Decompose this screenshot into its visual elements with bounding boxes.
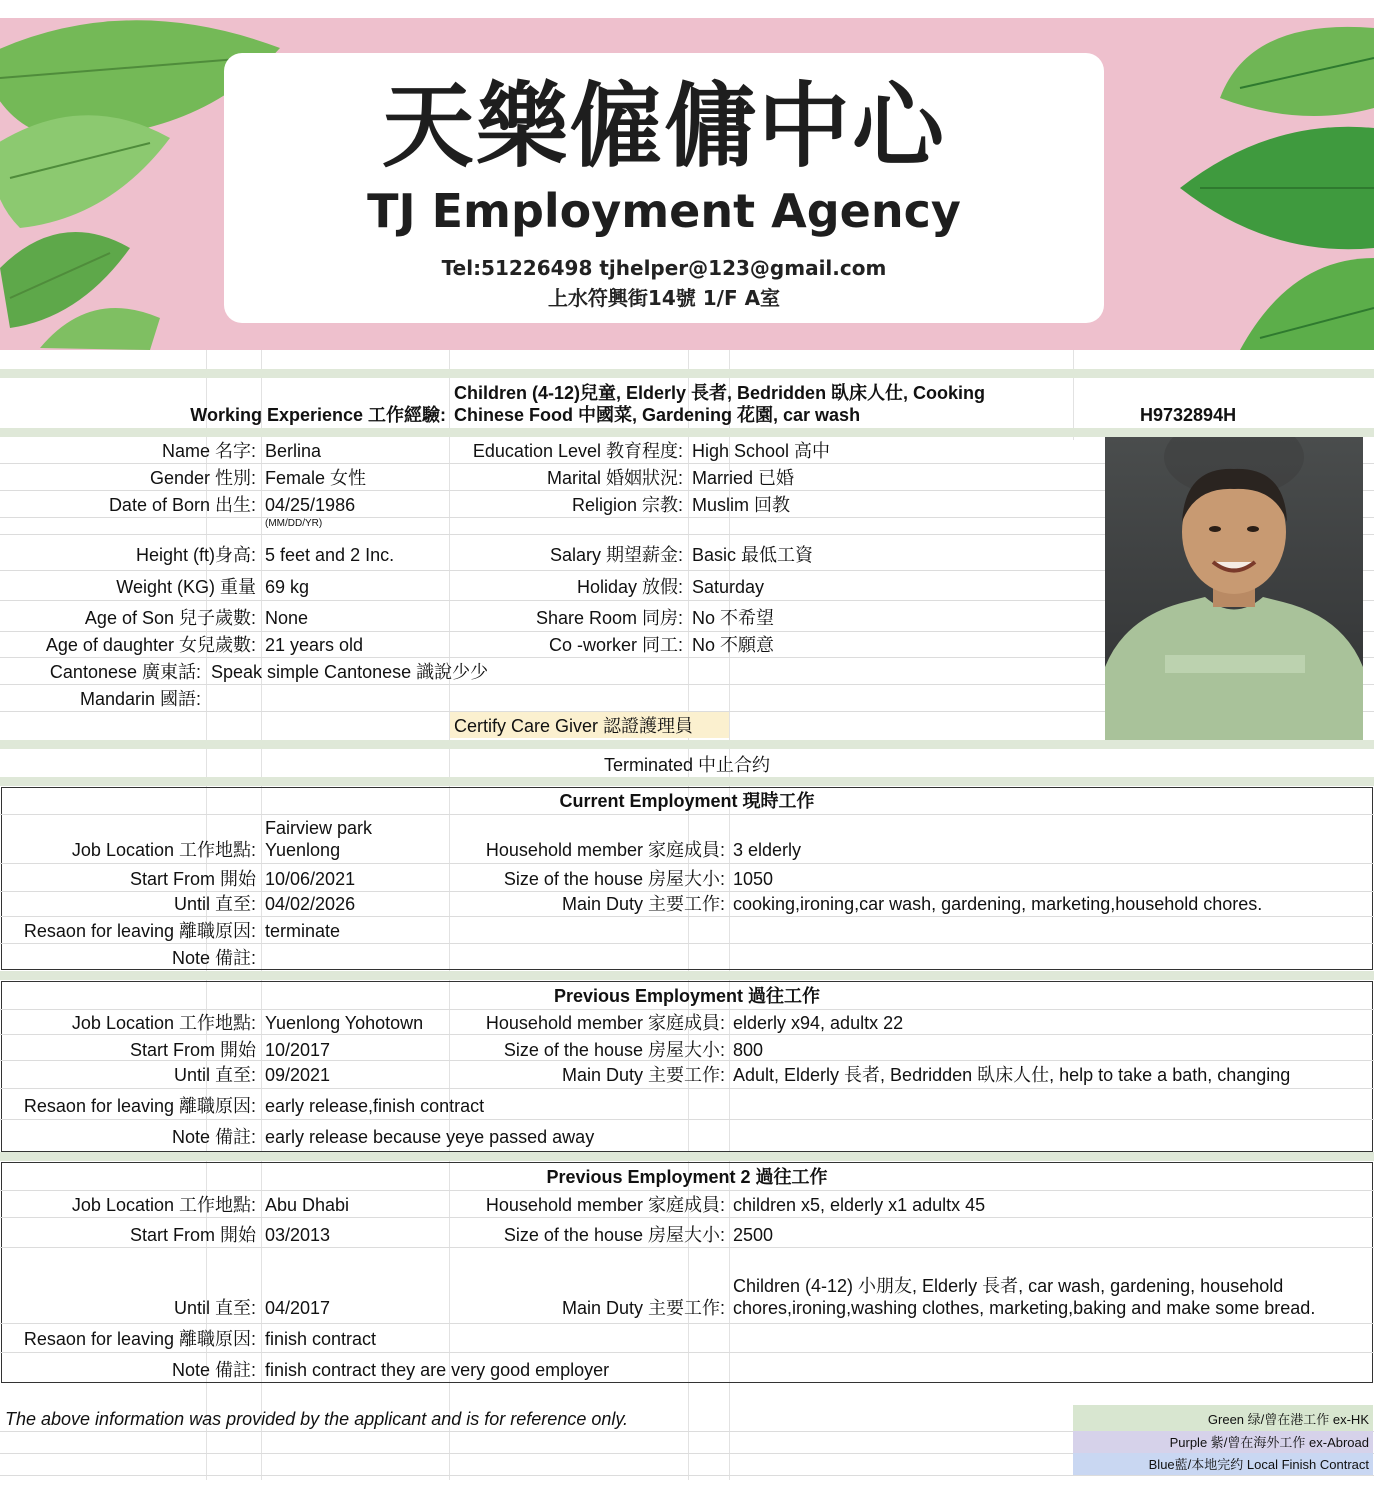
previous-reason-value: early release,finish contract	[265, 1096, 485, 1116]
name-value: Berlina	[265, 441, 322, 461]
previous-note-label: Note 備註:	[171, 1127, 256, 1147]
previous-start-value: 10/2017	[265, 1040, 331, 1060]
previous-duty-value: Adult, Elderly 長者, Bedridden 臥床人仕, help to take a bath, changing	[733, 1065, 1291, 1085]
helper-id-code: H9732894H	[1140, 405, 1237, 425]
legend-blue	[1073, 1453, 1373, 1475]
current-start-value: 10/06/2021	[265, 869, 356, 889]
coworker-value: No 不願意	[692, 635, 775, 655]
legend-green	[1073, 1405, 1373, 1431]
previous-size-value: 800	[733, 1040, 764, 1060]
row-divider	[0, 891, 1374, 892]
previous2-household-label: Household member 家庭成員:	[485, 1195, 725, 1215]
mandarin-label: Mandarin 國語:	[79, 689, 201, 709]
agency-banner	[0, 18, 1374, 350]
current-location-line-1: Fairview park	[265, 818, 373, 838]
weight-value: 69 kg	[265, 577, 310, 597]
disclaimer-text: The above information was provided by the applicant and is for reference only.	[5, 1409, 629, 1429]
agency-contact: Tel:51226498 tjhelper@123@gmail.com	[441, 256, 887, 280]
holiday-label: Holiday 放假:	[576, 577, 683, 597]
current-size-value: 1050	[733, 869, 774, 889]
salary-value: Basic 最低工資	[692, 545, 814, 565]
weight-label: Weight (KG) 重量	[116, 577, 256, 597]
section-band	[0, 971, 1374, 980]
education-label: Education Level 教育程度:	[472, 441, 683, 461]
certificate-badge: Certify Care Giver 認證護理員	[454, 716, 694, 736]
marital-value: Married 已婚	[692, 468, 795, 488]
current-location-label: Job Location 工作地點:	[71, 840, 256, 860]
current-size-label: Size of the house 房屋大小:	[503, 869, 725, 889]
legend-green-label: Green 绿/曾在港工作 ex-HK	[1207, 1412, 1369, 1427]
agency-address: 上水符興街14號 1/F A室	[547, 286, 781, 310]
row-divider	[0, 1475, 1374, 1476]
previous-duty-label: Main Duty 主要工作:	[561, 1065, 725, 1085]
current-until-label: Until 直至:	[173, 894, 256, 914]
coworker-label: Co -worker 同工:	[548, 635, 683, 655]
previous2-note-value: finish contract they are very good employer	[265, 1360, 610, 1380]
dob-format-hint: (MM/DD/YR)	[265, 518, 323, 529]
daughter-age-value: 21 years old	[265, 635, 364, 655]
previous2-reason-label: Resaon for leaving 離職原因:	[23, 1329, 256, 1349]
row-divider	[0, 1247, 1374, 1248]
previous2-duty-label: Main Duty 主要工作:	[561, 1298, 725, 1318]
agency-name-english: TJ Employment Agency	[367, 184, 961, 238]
leaf-decoration-right	[1150, 18, 1374, 350]
row-divider	[0, 1009, 1374, 1010]
row-divider	[0, 943, 1374, 944]
dob-label: Date of Born 出生:	[108, 495, 256, 515]
current-employment-title: Current Employment 現時工作	[559, 791, 815, 811]
current-household-value: 3 elderly	[733, 840, 802, 860]
holiday-value: Saturday	[692, 577, 765, 597]
section-band	[0, 740, 1374, 749]
current-until-value: 04/02/2026	[265, 894, 356, 914]
column-guide	[1073, 350, 1074, 440]
daughter-age-label: Age of daughter 女兒歲數:	[45, 635, 256, 655]
applicant-photo	[1105, 437, 1363, 740]
legend-purple-label: Purple 紫/曾在海外工作 ex-Abroad	[1169, 1435, 1369, 1450]
row-divider	[0, 1088, 1374, 1089]
share-room-value: No 不希望	[692, 608, 775, 628]
previous-size-label: Size of the house 房屋大小:	[503, 1040, 725, 1060]
previous-household-value: elderly x94, adultx 22	[733, 1013, 904, 1033]
current-reason-label: Resaon for leaving 離職原因:	[23, 921, 256, 941]
section-band	[0, 1152, 1374, 1161]
previous2-until-label: Until 直至:	[173, 1298, 256, 1318]
current-household-label: Household member 家庭成員:	[485, 840, 725, 860]
row-divider	[0, 1323, 1374, 1324]
previous2-duty-line-2: chores,ironing,washing clothes, marketing,baking and make some bread.	[733, 1298, 1316, 1318]
row-divider	[0, 1352, 1374, 1353]
section-band	[0, 428, 1374, 437]
applicant-photo-illustration	[1105, 437, 1363, 740]
previous2-size-label: Size of the house 房屋大小:	[503, 1225, 725, 1245]
previous-location-value: Yuenlong Yohotown	[265, 1013, 424, 1033]
current-location-line-2: Yuenlong	[265, 840, 341, 860]
legend-blue-label: Blue藍/本地完约 Local Finish Contract	[1148, 1457, 1369, 1472]
row-divider	[0, 863, 1374, 864]
legend-purple	[1073, 1431, 1373, 1453]
employment-status: Terminated 中止合约	[603, 755, 771, 775]
experience-line-1: Children (4-12)兒童, Elderly 長者, Bedridden 臥床人仕, Cooking	[454, 383, 986, 403]
gender-value: Female 女性	[265, 468, 367, 488]
previous2-reason-value: finish contract	[265, 1329, 377, 1349]
dob-value: 04/25/1986	[265, 495, 356, 515]
previous2-start-value: 03/2013	[265, 1225, 331, 1245]
height-value: 5 feet and 2 Inc.	[265, 545, 395, 565]
section-band	[0, 369, 1374, 378]
previous2-household-value: children x5, elderly x1 adultx 45	[733, 1195, 986, 1215]
agency-title-box	[224, 53, 1104, 323]
religion-value: Muslim 回教	[692, 495, 790, 515]
previous2-location-value: Abu Dhabi	[265, 1195, 350, 1215]
son-age-value: None	[265, 608, 309, 628]
row-divider	[0, 1190, 1374, 1191]
agency-name-chinese: 天樂僱傭中心	[381, 73, 946, 180]
previous-until-label: Until 直至:	[173, 1065, 256, 1085]
row-divider	[0, 1217, 1374, 1218]
previous-until-value: 09/2021	[265, 1065, 331, 1085]
current-note-label: Note 備註:	[171, 948, 256, 968]
row-divider	[0, 916, 1374, 917]
cantonese-label: Cantonese 廣東話:	[49, 662, 201, 682]
row-divider	[0, 1119, 1374, 1120]
salary-label: Salary 期望薪金:	[549, 545, 683, 565]
current-start-label: Start From 開始	[129, 869, 256, 889]
experience-line-2: Chinese Food 中國菜, Gardening 花園, car wash	[454, 405, 861, 425]
previous-start-label: Start From 開始	[129, 1040, 256, 1060]
religion-label: Religion 宗教:	[571, 495, 683, 515]
previous2-duty-line-1: Children (4-12) 小朋友, Elderly 長者, car wash, gardening, household	[733, 1276, 1284, 1296]
previous2-note-label: Note 備註:	[171, 1360, 256, 1380]
previous2-location-label: Job Location 工作地點:	[71, 1195, 256, 1215]
son-age-label: Age of Son 兒子歲數:	[84, 608, 256, 628]
gender-label: Gender 性別:	[149, 468, 256, 488]
previous-employment-title: Previous Employment 過往工作	[553, 986, 821, 1006]
row-divider	[0, 814, 1374, 815]
previous-employment-2-title: Previous Employment 2 過往工作	[546, 1167, 828, 1187]
current-reason-value: terminate	[265, 921, 341, 941]
previous2-start-label: Start From 開始	[129, 1225, 256, 1245]
name-label: Name 名字:	[161, 441, 256, 461]
current-duty-value: cooking,ironing,car wash, gardening, marketing,household chores.	[733, 894, 1263, 914]
cantonese-value: Speak simple Cantonese 識說少少	[211, 662, 489, 682]
previous2-size-value: 2500	[733, 1225, 774, 1245]
experience-label: Working Experience 工作經驗:	[190, 405, 446, 425]
current-duty-label: Main Duty 主要工作:	[561, 894, 725, 914]
previous-note-value: early release because yeye passed away	[265, 1127, 595, 1147]
row-divider	[0, 1034, 1374, 1035]
previous-household-label: Household member 家庭成員:	[485, 1013, 725, 1033]
marital-label: Marital 婚姻狀況:	[546, 468, 683, 488]
share-room-label: Share Room 同房:	[535, 608, 683, 628]
previous2-until-value: 04/2017	[265, 1298, 331, 1318]
section-band	[0, 777, 1374, 786]
education-value: High School 高中	[692, 441, 831, 461]
previous-location-label: Job Location 工作地點:	[71, 1013, 256, 1033]
height-label: Height (ft)身高:	[135, 545, 256, 565]
previous-reason-label: Resaon for leaving 離職原因:	[23, 1096, 256, 1116]
